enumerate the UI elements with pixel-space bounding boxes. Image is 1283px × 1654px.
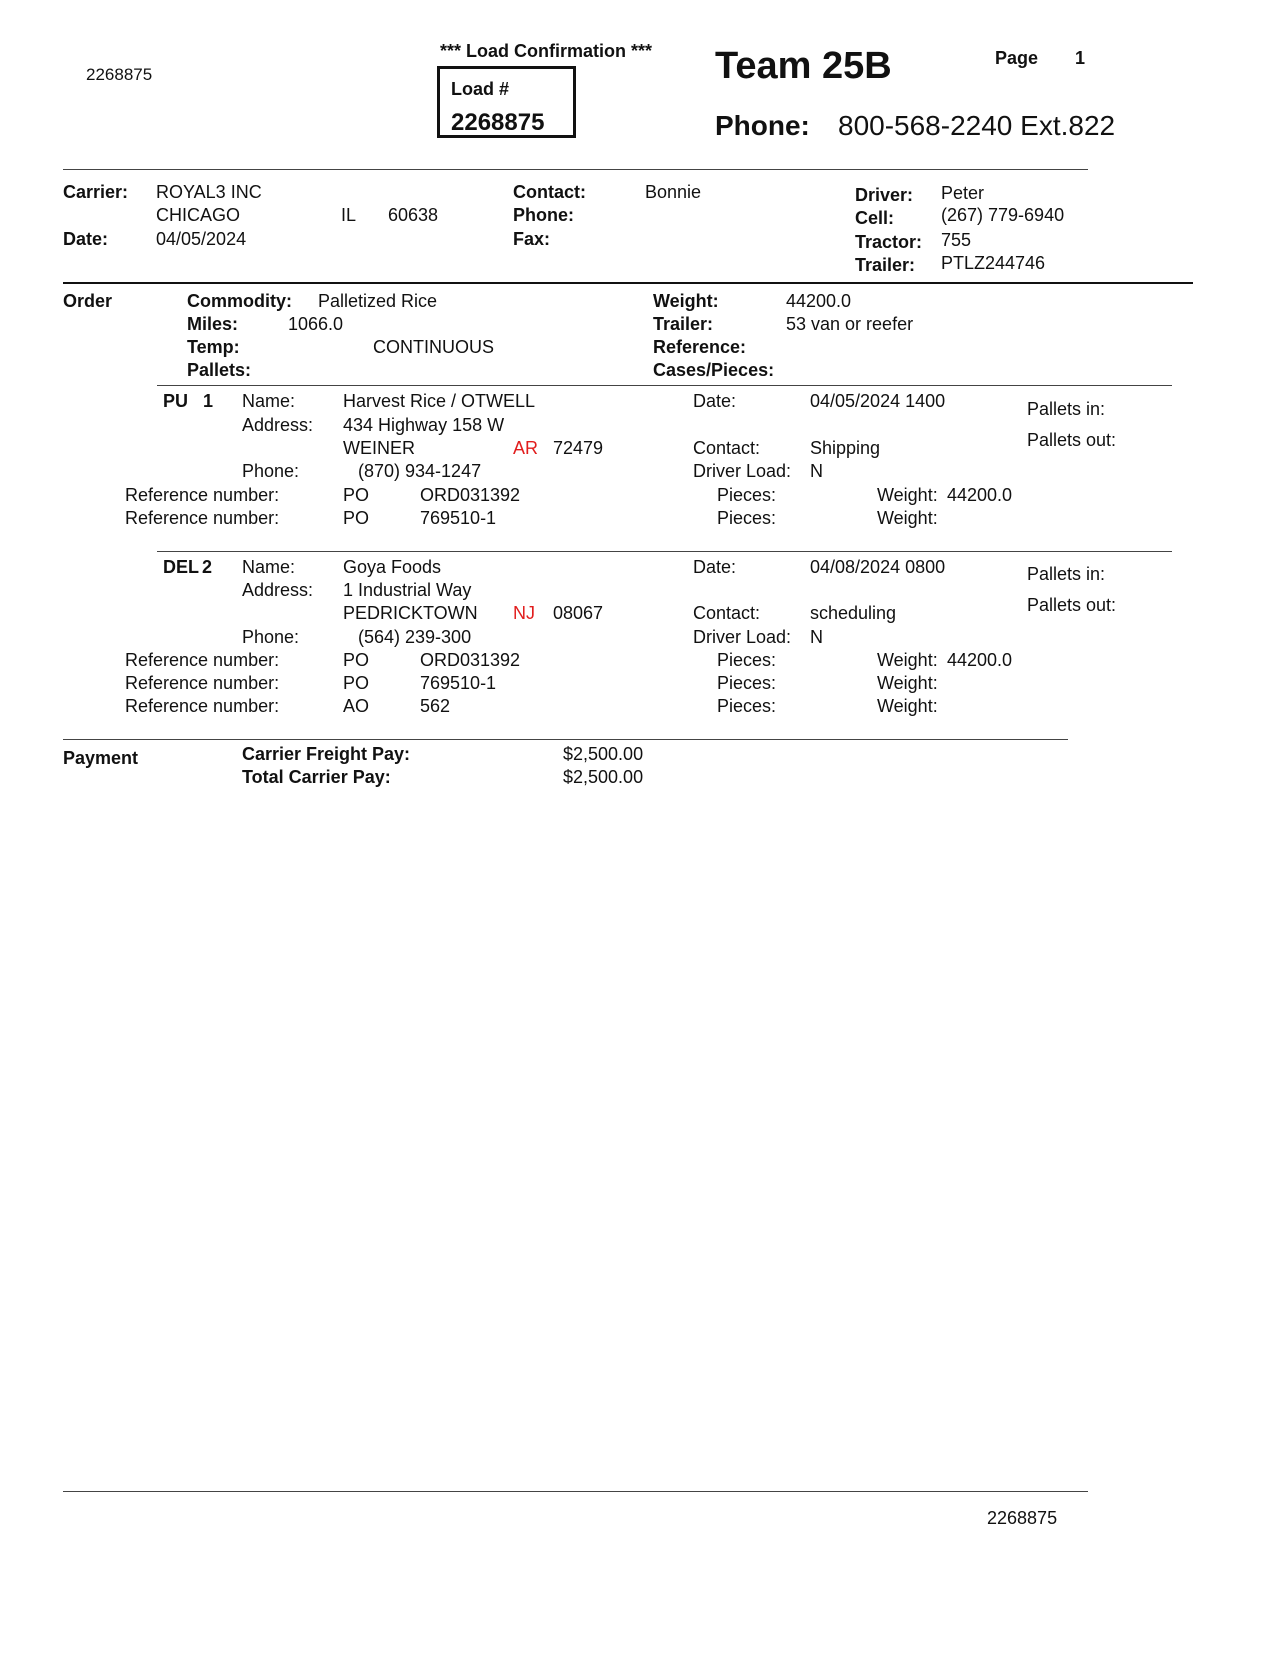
stop-contact: scheduling bbox=[810, 603, 897, 623]
order-section-label: Order bbox=[63, 291, 113, 311]
divider bbox=[157, 551, 1172, 552]
pieces-label: Pieces: bbox=[717, 650, 777, 670]
reference-number-label: Reference number: bbox=[125, 485, 280, 505]
payment-section-label: Payment bbox=[63, 748, 139, 768]
reference-label: Reference: bbox=[653, 337, 747, 357]
company-name: Team 25B bbox=[715, 45, 892, 87]
stop-name-label: Name: bbox=[242, 391, 296, 411]
reference-number-label: Reference number: bbox=[125, 508, 280, 528]
reference-weight: 44200.0 bbox=[947, 650, 1013, 670]
stop-name-label: Name: bbox=[242, 557, 296, 577]
temp-value: CONTINUOUS bbox=[373, 337, 494, 357]
stop-address-label: Address: bbox=[242, 415, 314, 435]
stop-city: PEDRICKTOWN bbox=[343, 603, 478, 623]
stop-address: 434 Highway 158 W bbox=[343, 415, 505, 435]
stop-date: 04/08/2024 0800 bbox=[810, 557, 946, 577]
reference-value: ORD031392 bbox=[420, 485, 521, 505]
doc-number-top: 2268875 bbox=[86, 65, 153, 84]
driver-name: Peter bbox=[941, 183, 985, 203]
cases-pieces-label: Cases/Pieces: bbox=[653, 360, 775, 380]
stop-driver-load-label: Driver Load: bbox=[693, 627, 792, 647]
pieces-label: Pieces: bbox=[717, 673, 777, 693]
stop-phone-label: Phone: bbox=[242, 461, 300, 481]
commodity-label: Commodity: bbox=[187, 291, 292, 311]
order-trailer-label: Trailer: bbox=[653, 314, 714, 334]
stop-date-label: Date: bbox=[693, 391, 737, 411]
weight-label: Weight: bbox=[877, 485, 938, 505]
stop-city: WEINER bbox=[343, 438, 415, 458]
carrier-name: ROYAL3 INC bbox=[156, 182, 262, 202]
reference-type: PO bbox=[343, 673, 370, 693]
pieces-label: Pieces: bbox=[717, 508, 777, 528]
miles-label: Miles: bbox=[187, 314, 239, 334]
carrier-city: CHICAGO bbox=[156, 205, 241, 225]
reference-type: PO bbox=[343, 508, 370, 528]
reference-value: 769510-1 bbox=[420, 508, 497, 528]
stop-zip: 72479 bbox=[553, 438, 604, 458]
stop-driver-load-label: Driver Load: bbox=[693, 461, 792, 481]
carrier-label: Carrier: bbox=[63, 182, 129, 202]
order-weight-value: 44200.0 bbox=[786, 291, 852, 311]
freight-pay-label: Carrier Freight Pay: bbox=[242, 744, 411, 764]
reference-type: PO bbox=[343, 485, 370, 505]
tractor-number: 755 bbox=[941, 230, 972, 250]
carrier-phone-label: Phone: bbox=[513, 205, 574, 225]
divider bbox=[63, 739, 1068, 740]
reference-number-label: Reference number: bbox=[125, 673, 280, 693]
stop-address: 1 Industrial Way bbox=[343, 580, 472, 600]
total-pay-label: Total Carrier Pay: bbox=[242, 767, 391, 787]
stop-phone: (870) 934-1247 bbox=[358, 461, 482, 481]
stop-address-label: Address: bbox=[242, 580, 314, 600]
carrier-date: 04/05/2024 bbox=[156, 229, 247, 249]
trailer-number: PTLZ244746 bbox=[941, 253, 1046, 273]
reference-value: ORD031392 bbox=[420, 650, 521, 670]
driver-cell: (267) 779-6940 bbox=[941, 205, 1065, 225]
stop-label-del: DEL bbox=[163, 557, 199, 577]
stop-number: 1 bbox=[203, 391, 214, 411]
stop-state: NJ bbox=[513, 603, 535, 623]
stop-label-pu: PU bbox=[163, 391, 189, 411]
freight-pay-value: $2,500.00 bbox=[563, 744, 644, 764]
carrier-contact-label: Contact: bbox=[513, 182, 586, 202]
miles-value: 1066.0 bbox=[288, 314, 344, 334]
reference-value: 562 bbox=[420, 696, 451, 716]
carrier-zip: 60638 bbox=[388, 205, 439, 225]
divider bbox=[63, 169, 1088, 170]
carrier-state: IL bbox=[341, 205, 357, 225]
load-label: Load # bbox=[451, 79, 510, 99]
commodity-value: Palletized Rice bbox=[318, 291, 438, 311]
stop-phone-label: Phone: bbox=[242, 627, 300, 647]
stop-phone: (564) 239-300 bbox=[358, 627, 472, 647]
load-number: 2268875 bbox=[451, 109, 545, 136]
stop-zip: 08067 bbox=[553, 603, 604, 623]
stop-date: 04/05/2024 1400 bbox=[810, 391, 946, 411]
page-number: 1 bbox=[1075, 48, 1086, 68]
stop-state: AR bbox=[513, 438, 539, 458]
company-phone-label: Phone: bbox=[715, 110, 810, 141]
reference-type: AO bbox=[343, 696, 370, 716]
pallets-in-label: Pallets in: bbox=[1027, 564, 1106, 584]
pieces-label: Pieces: bbox=[717, 485, 777, 505]
carrier-contact: Bonnie bbox=[645, 182, 702, 202]
reference-number-label: Reference number: bbox=[125, 650, 280, 670]
divider bbox=[157, 385, 1172, 386]
reference-type: PO bbox=[343, 650, 370, 670]
stop-name: Harvest Rice / OTWELL bbox=[343, 391, 536, 411]
reference-number-label: Reference number: bbox=[125, 696, 280, 716]
stop-driver-load: N bbox=[810, 461, 823, 481]
page-label: Page bbox=[995, 48, 1039, 68]
doc-title: *** Load Confirmation *** bbox=[440, 41, 653, 61]
company-phone: 800-568-2240 Ext.822 bbox=[838, 110, 1116, 141]
stop-contact-label: Contact: bbox=[693, 603, 761, 623]
pieces-label: Pieces: bbox=[717, 696, 777, 716]
order-trailer-value: 53 van or reefer bbox=[786, 314, 914, 334]
weight-label: Weight: bbox=[877, 508, 938, 528]
stop-driver-load: N bbox=[810, 627, 823, 647]
order-weight-label: Weight: bbox=[653, 291, 719, 311]
reference-value: 769510-1 bbox=[420, 673, 497, 693]
stop-contact: Shipping bbox=[810, 438, 881, 458]
temp-label: Temp: bbox=[187, 337, 240, 357]
doc-number-bottom: 2268875 bbox=[987, 1508, 1058, 1528]
divider bbox=[63, 282, 1193, 284]
total-pay-value: $2,500.00 bbox=[563, 767, 644, 787]
pallets-out-label: Pallets out: bbox=[1027, 595, 1117, 615]
weight-label: Weight: bbox=[877, 696, 938, 716]
carrier-date-label: Date: bbox=[63, 229, 109, 249]
trailer-label: Trailer: bbox=[855, 255, 916, 275]
pallets-out-label: Pallets out: bbox=[1027, 430, 1117, 450]
weight-label: Weight: bbox=[877, 673, 938, 693]
pallets-in-label: Pallets in: bbox=[1027, 399, 1106, 419]
pallets-label: Pallets: bbox=[187, 360, 252, 380]
stop-name: Goya Foods bbox=[343, 557, 442, 577]
divider bbox=[63, 1491, 1088, 1492]
stop-contact-label: Contact: bbox=[693, 438, 761, 458]
carrier-fax-label: Fax: bbox=[513, 229, 551, 249]
weight-label: Weight: bbox=[877, 650, 938, 670]
driver-label: Driver: bbox=[855, 185, 914, 205]
stop-number: 2 bbox=[202, 557, 213, 577]
cell-label: Cell: bbox=[855, 208, 895, 228]
reference-weight: 44200.0 bbox=[947, 485, 1013, 505]
tractor-label: Tractor: bbox=[855, 232, 923, 252]
stop-date-label: Date: bbox=[693, 557, 737, 577]
